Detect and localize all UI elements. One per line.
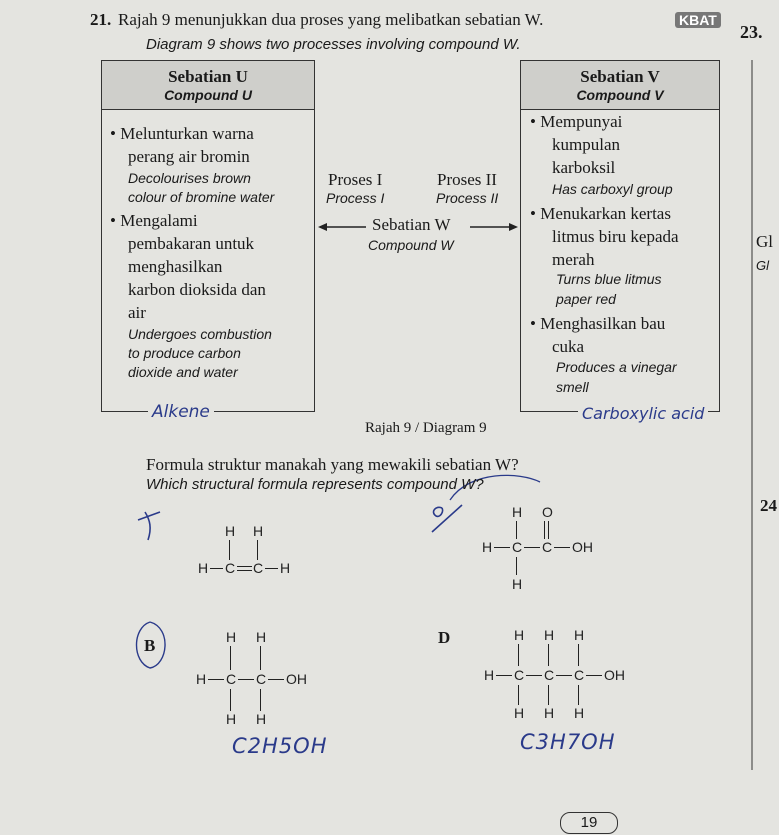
- v-line: • Menghasilkan bau: [530, 314, 666, 333]
- bond: [518, 644, 519, 666]
- u-line: air: [128, 303, 146, 322]
- atom-h: H: [280, 560, 291, 576]
- bond: [257, 540, 258, 560]
- atom-h: H: [225, 523, 236, 539]
- u-line: colour of bromine water: [128, 189, 275, 205]
- atom-c: C: [514, 667, 525, 683]
- option-d-handwritten: C3H7OH: [520, 730, 616, 754]
- bond: [578, 644, 579, 666]
- bond: [518, 685, 519, 705]
- v-line: Produces a vinegar: [556, 359, 677, 375]
- bond: [260, 646, 261, 670]
- arrow-right-icon: [470, 223, 518, 231]
- atom-h: H: [544, 627, 555, 643]
- option-a-formula[interactable]: [198, 524, 298, 584]
- bond: [229, 540, 230, 560]
- atom-h: H: [574, 705, 585, 721]
- v-line: merah: [552, 250, 595, 269]
- atom-oh: OH: [572, 539, 593, 555]
- u-line: Undergoes combustion: [128, 326, 272, 342]
- atom-h: H: [544, 705, 555, 721]
- option-b-formula[interactable]: [196, 630, 326, 730]
- prompt-ms: Formula struktur manakah yang mewakili sebatian W?: [146, 455, 519, 474]
- atom-c: C: [256, 671, 267, 687]
- double-bond: [544, 521, 545, 539]
- u-line: menghasilkan: [128, 257, 223, 276]
- u-line: to produce carbon: [128, 345, 241, 361]
- question-stem-ms: Rajah 9 menunjukkan dua proses yang melibatkan sebatian W.: [118, 10, 544, 29]
- margin-text-gl-1: Gl: [756, 232, 773, 251]
- u-line: • Mengalami: [110, 211, 198, 230]
- atom-c: C: [253, 560, 264, 576]
- v-line: cuka: [552, 337, 585, 356]
- v-line: smell: [556, 379, 589, 395]
- compound-u-title-en: Compound U: [164, 87, 252, 103]
- atom-c: C: [226, 671, 237, 687]
- bond: [548, 685, 549, 705]
- compound-w-label-en: Compound W: [368, 237, 454, 253]
- double-bond: [237, 566, 252, 567]
- atom-h: H: [512, 576, 523, 592]
- bond: [265, 568, 278, 569]
- u-line: Decolourises brown: [128, 170, 251, 186]
- atom-h: H: [198, 560, 209, 576]
- atom-o: O: [542, 504, 553, 520]
- compound-v-handwritten: Carboxylic acid: [578, 404, 708, 423]
- u-line: dioxide and water: [128, 364, 238, 380]
- atom-h: H: [253, 523, 264, 539]
- atom-h: H: [256, 629, 267, 645]
- bond: [260, 689, 261, 711]
- u-line: karbon dioksida dan: [128, 280, 266, 299]
- bond: [556, 675, 572, 676]
- cross-mark-a-icon: [138, 512, 160, 540]
- arrow-left-icon: [318, 223, 366, 231]
- process-2-label-en: Process II: [436, 190, 499, 206]
- u-line: perang air bromin: [128, 147, 250, 166]
- v-line: Has carboxyl group: [552, 181, 673, 197]
- atom-c: C: [225, 560, 236, 576]
- compound-w-label-ms: Sebatian W: [372, 215, 451, 234]
- bond: [554, 547, 570, 548]
- compound-u-handwritten: Alkene: [148, 402, 214, 422]
- u-line: • Melunturkan warna: [110, 124, 254, 143]
- bond: [578, 685, 579, 705]
- next-question-number: 23.: [740, 22, 763, 42]
- compound-v-title-en: Compound V: [576, 87, 664, 103]
- atom-h: H: [196, 671, 207, 687]
- bond: [548, 644, 549, 666]
- question-number: 21.: [90, 10, 112, 29]
- atom-h: H: [484, 667, 495, 683]
- bond: [208, 679, 224, 680]
- compound-v-title-ms: Sebatian V: [580, 67, 660, 86]
- option-b-handwritten: C2H5OH: [232, 734, 328, 758]
- bond: [524, 547, 540, 548]
- atom-h: H: [226, 711, 237, 727]
- diagram-caption: Rajah 9 / Diagram 9: [365, 420, 487, 436]
- v-line: litmus biru kepada: [552, 227, 679, 246]
- process-1-label-en: Process I: [326, 190, 385, 206]
- bond: [516, 557, 517, 575]
- v-line: karboksil: [552, 158, 616, 177]
- bond: [238, 679, 254, 680]
- bond: [210, 568, 223, 569]
- atom-c: C: [544, 667, 555, 683]
- atom-c: C: [512, 539, 523, 555]
- option-d-formula[interactable]: [484, 628, 644, 728]
- atom-h: H: [226, 629, 237, 645]
- atom-h: H: [574, 627, 585, 643]
- bond: [586, 675, 602, 676]
- cross-mark-c-icon: [432, 505, 462, 532]
- atom-oh: OH: [604, 667, 625, 683]
- margin-text-gl-2: Gl: [756, 258, 769, 273]
- atom-h: H: [256, 711, 267, 727]
- bond: [268, 679, 284, 680]
- kbat-badge: KBAT: [675, 12, 721, 28]
- atom-oh: OH: [286, 671, 307, 687]
- bond: [230, 689, 231, 711]
- v-line: kumpulan: [552, 135, 620, 154]
- margin-question-number: 24: [760, 496, 777, 515]
- v-line: • Mempunyai: [530, 112, 623, 131]
- atom-c: C: [542, 539, 553, 555]
- question-stem-en: Diagram 9 shows two processes involving compound W.: [146, 36, 521, 53]
- bond: [494, 547, 510, 548]
- bond: [516, 521, 517, 539]
- v-line: • Menukarkan kertas: [530, 204, 671, 223]
- compound-u-title-ms: Sebatian U: [168, 67, 248, 86]
- process-1-label-ms: Proses I: [328, 170, 383, 189]
- process-2-label-ms: Proses II: [437, 170, 497, 189]
- option-b-label[interactable]: B: [144, 636, 156, 655]
- v-line: paper red: [556, 291, 616, 307]
- bond: [526, 675, 542, 676]
- double-bond: [548, 521, 549, 539]
- option-d-label[interactable]: D: [438, 628, 451, 647]
- bond: [496, 675, 512, 676]
- atom-h: H: [514, 705, 525, 721]
- atom-h: H: [512, 504, 523, 520]
- atom-h: H: [482, 539, 493, 555]
- u-line: pembakaran untuk: [128, 234, 255, 253]
- atom-h: H: [514, 627, 525, 643]
- prompt-en: Which structural formula represents compound W?: [146, 476, 484, 493]
- atom-c: C: [574, 667, 585, 683]
- v-line: Turns blue litmus: [556, 271, 662, 287]
- double-bond: [237, 570, 252, 571]
- option-c-formula[interactable]: [482, 505, 612, 595]
- page-number: 19: [560, 812, 618, 834]
- bond: [230, 646, 231, 670]
